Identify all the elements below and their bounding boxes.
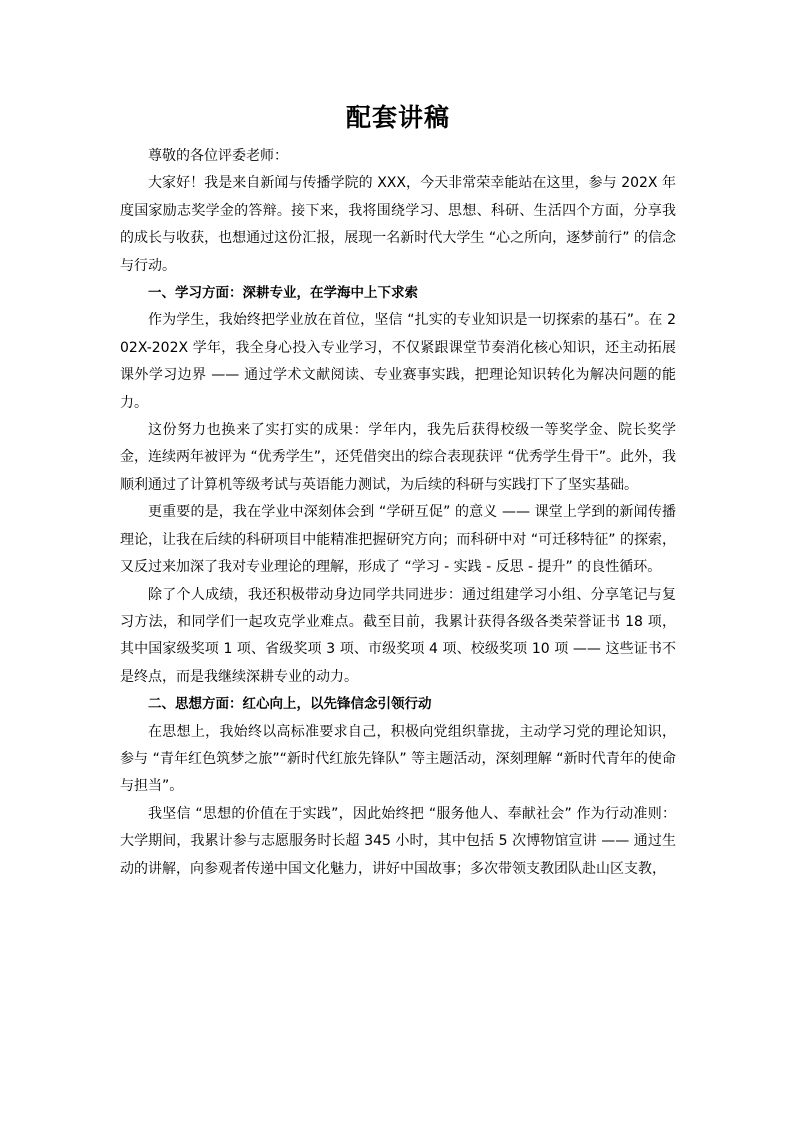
study-paragraph-3: 更重要的是，我在学业中深刻体会到 “学研互促” 的意义 —— 课堂上学到的新闻传播理论，让我在后续的科研项目中能精准把握研究方向；而科研中对 “可迁移特征” 的探索，又反过来加深了我对专业理论的理解，形成了 “学习 - 实践 - 反思 - 提升” 的良性循环。 bbox=[120, 504, 676, 576]
intro-paragraph: 大家好！我是来自新闻与传播学院的 XXX，今天非常荣幸能站在这里，参与 202X 年度国家励志奖学金的答辩。接下来，我将围绕学习、思想、科研、生活四个方面，分享我的成长与收获，也想通过这份汇报，展现一名新时代大学生 “心之所向，逐梦前行” 的信念与行动。 bbox=[120, 175, 676, 274]
study-paragraph-2: 这份努力也换来了实打实的成果：学年内，我先后获得校级一等奖学金、院长奖学金，连续两年被评为 “优秀学生”，还凭借突出的综合表现获评 “优秀学生骨干”。此外，我顺利通过了计算机等级考试与英语能力测试，为后续的科研与实践打下了坚实基础。 bbox=[120, 422, 676, 493]
section-heading-ideology: 二、思想方面：红心向上，以先锋信念引领行动 bbox=[148, 696, 432, 713]
study-paragraph-4: 除了个人成绩，我还积极带动身边同学共同进步：通过组建学习小组、分享笔记与复习方法，和同学们一起攻克学业难点。截至目前，我累计获得各级各类荣誉证书 18 项，其中国家级奖项 1 项、省级奖项 3 项、市级奖项 4 项、校级奖项 10 项 —— 这些证书不是终点，而是我继续深耕专业的动力。 bbox=[120, 586, 676, 685]
document-title: 配套讲稿 bbox=[345, 103, 450, 132]
document-page bbox=[120, 100, 676, 883]
study-paragraph-1: 作为学生，我始终把学业放在首位，坚信 “扎实的专业知识是一切探索的基石”。在 202X-202X 学年，我全身心投入专业学习，不仅紧跟课堂节奏消化核心知识，还主动拓展课外学习边界 —— 通过学术文献阅读、专业赛事实践，把理论知识转化为解决问题的能力。 bbox=[120, 312, 676, 411]
salutation: 尊敬的各位评委老师： bbox=[148, 148, 288, 164]
section-heading-study: 一、学习方面：深耕专业，在学海中上下求索 bbox=[148, 285, 418, 302]
ideology-paragraph-2: 我坚信 “思想的价值在于实践”，因此始终把 “服务他人、奉献社会” 作为行动准则：大学期间，我累计参与志愿服务时长超 345 小时，其中包括 5 次博物馆宣讲 —— 通过生动的讲解，向参观者传递中国文化魅力，讲好中国故事；多次带领支教团队赴山区支教， bbox=[120, 805, 676, 877]
ideology-paragraph-1: 在思想上，我始终以高标准要求自己，积极向党组织靠拢，主动学习党的理论知识，参与 “青年红色筑梦之旅”“新时代红旅先锋队” 等主题活动，深刻理解 “新时代青年的使命与担当”。 bbox=[120, 723, 676, 795]
